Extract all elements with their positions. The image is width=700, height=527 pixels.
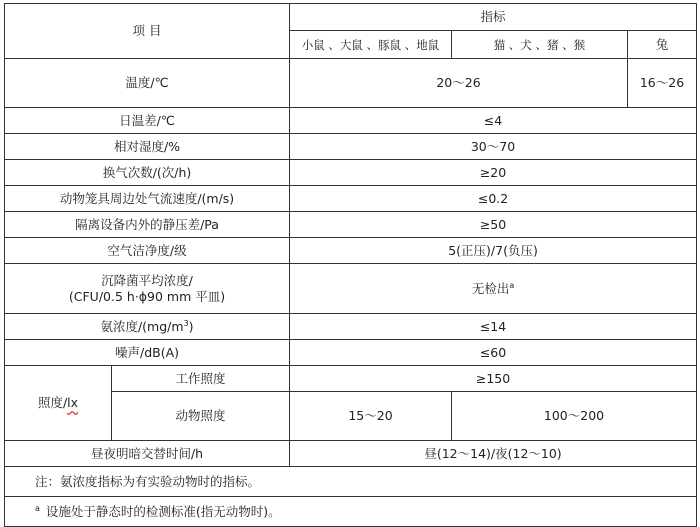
ammonia-label: 氨浓度/(mg/m xyxy=(100,318,184,334)
row-label xyxy=(5,264,290,314)
row-temperature xyxy=(5,59,697,108)
row-label xyxy=(112,392,290,441)
row-static-pressure xyxy=(5,212,697,238)
illuminance-label-cell xyxy=(5,366,112,441)
row-illuminance-work xyxy=(5,366,697,392)
settling-bacteria-label-line1: 沉降菌平均浓度/ xyxy=(101,272,193,288)
work-illuminance-label: 工作照度 xyxy=(175,370,226,386)
header-group-rodents xyxy=(290,31,452,59)
noise-value: ≤60 xyxy=(479,344,507,360)
row-air-cleanliness xyxy=(5,238,697,264)
illuminance-unit: lx xyxy=(67,395,79,410)
note-2-mark: a xyxy=(35,503,40,513)
note-row-2 xyxy=(5,497,697,527)
row-label xyxy=(5,212,290,238)
header-group-cat-dog xyxy=(452,31,628,59)
note-1: 注：氨浓度指标为有实验动物时的指标。 xyxy=(35,473,261,489)
row-label xyxy=(5,186,290,212)
settling-bacteria-value: 无检出 xyxy=(471,280,510,296)
animal-illuminance-value-1: 15～20 xyxy=(348,408,393,423)
row-value xyxy=(290,160,697,186)
row-label xyxy=(5,134,290,160)
air-cleanliness-value: 5(正压)/7(负压) xyxy=(448,242,538,258)
temperature-value-rabbit: 16～26 xyxy=(639,75,685,90)
illuminance-label: 照度/ xyxy=(37,395,68,410)
row-noise xyxy=(5,340,697,366)
animal-illuminance-label: 动物照度 xyxy=(175,408,226,423)
header-group-cat-dog-label: 猫 、犬 、猪 、猴 xyxy=(493,37,586,52)
noise-label: 噪声/dB(A) xyxy=(114,344,180,360)
static-pressure-label: 隔离设备内外的静压差/Pa xyxy=(75,216,219,232)
humidity-label: 相对湿度/% xyxy=(113,138,181,154)
row-airflow-speed xyxy=(5,186,697,212)
airflow-speed-label: 动物笼具周边处气流速度/(m/s) xyxy=(59,190,235,206)
row-label xyxy=(5,340,290,366)
row-settling-bacteria xyxy=(5,264,697,314)
row-day-night xyxy=(5,441,697,467)
row-value xyxy=(290,134,697,160)
header-indicator-label: 指标 xyxy=(480,9,506,24)
note-2: 设施处于静态时的检测标准(指无动物时)。 xyxy=(45,503,281,519)
day-night-label: 昼夜明暗交替时间/h xyxy=(90,445,204,461)
note-row-1 xyxy=(5,467,697,497)
row-label xyxy=(5,59,290,108)
ammonia-value: ≤14 xyxy=(479,318,507,334)
row-value xyxy=(290,392,452,441)
row-value xyxy=(290,212,697,238)
settling-bacteria-label-line2: (CFU/0.5 h·ϕ90 mm 平皿) xyxy=(68,288,226,304)
row-value xyxy=(628,59,697,108)
air-changes-label: 换气次数/(次/h) xyxy=(102,164,192,180)
row-value xyxy=(290,441,697,467)
airflow-speed-value: ≤0.2 xyxy=(477,190,509,206)
row-value xyxy=(290,366,697,392)
temperature-value-general: 20～26 xyxy=(436,75,481,90)
row-value xyxy=(290,186,697,212)
row-value xyxy=(290,340,697,366)
row-value xyxy=(290,314,697,340)
header-item-label: 项 目 xyxy=(132,23,162,38)
row-value xyxy=(290,59,628,108)
header-indicator-cell xyxy=(290,4,697,31)
air-changes-value: ≥20 xyxy=(479,164,507,180)
static-pressure-value: ≥50 xyxy=(479,216,507,232)
row-air-changes xyxy=(5,160,697,186)
row-humidity xyxy=(5,134,697,160)
note-cell xyxy=(5,467,697,497)
header-group-rabbit xyxy=(628,31,697,59)
humidity-value: 30～70 xyxy=(470,138,516,154)
row-label xyxy=(5,160,290,186)
ammonia-label-superscript: 3 xyxy=(183,318,189,328)
air-cleanliness-label: 空气洁净度/级 xyxy=(107,242,187,258)
header-group-rodents-label: 小鼠 、大鼠 、豚鼠 、地鼠 xyxy=(301,37,440,52)
animal-illuminance-value-2: 100～200 xyxy=(543,408,605,423)
daily-temp-diff-value: ≤4 xyxy=(483,112,503,128)
row-value xyxy=(290,238,697,264)
row-daily-temp-diff xyxy=(5,108,697,134)
header-row-1 xyxy=(5,4,697,31)
note-cell xyxy=(5,497,697,527)
temperature-label: 温度/℃ xyxy=(125,75,169,90)
work-illuminance-value: ≥150 xyxy=(475,370,511,386)
row-value xyxy=(452,392,697,441)
row-label xyxy=(112,366,290,392)
day-night-value: 昼(12～14)/夜(12～10) xyxy=(424,445,562,461)
row-value xyxy=(290,264,697,314)
row-label xyxy=(5,108,290,134)
row-label xyxy=(5,441,290,467)
row-label xyxy=(5,314,290,340)
ammonia-label-end: ) xyxy=(188,318,194,334)
row-ammonia xyxy=(5,314,697,340)
header-item-cell xyxy=(5,4,290,59)
footnote-mark-a: a xyxy=(509,280,515,290)
lab-animal-environment-table xyxy=(4,3,697,527)
header-group-rabbit-label: 兔 xyxy=(655,36,669,52)
daily-temp-diff-label: 日温差/℃ xyxy=(119,112,175,128)
row-value xyxy=(290,108,697,134)
row-label xyxy=(5,238,290,264)
